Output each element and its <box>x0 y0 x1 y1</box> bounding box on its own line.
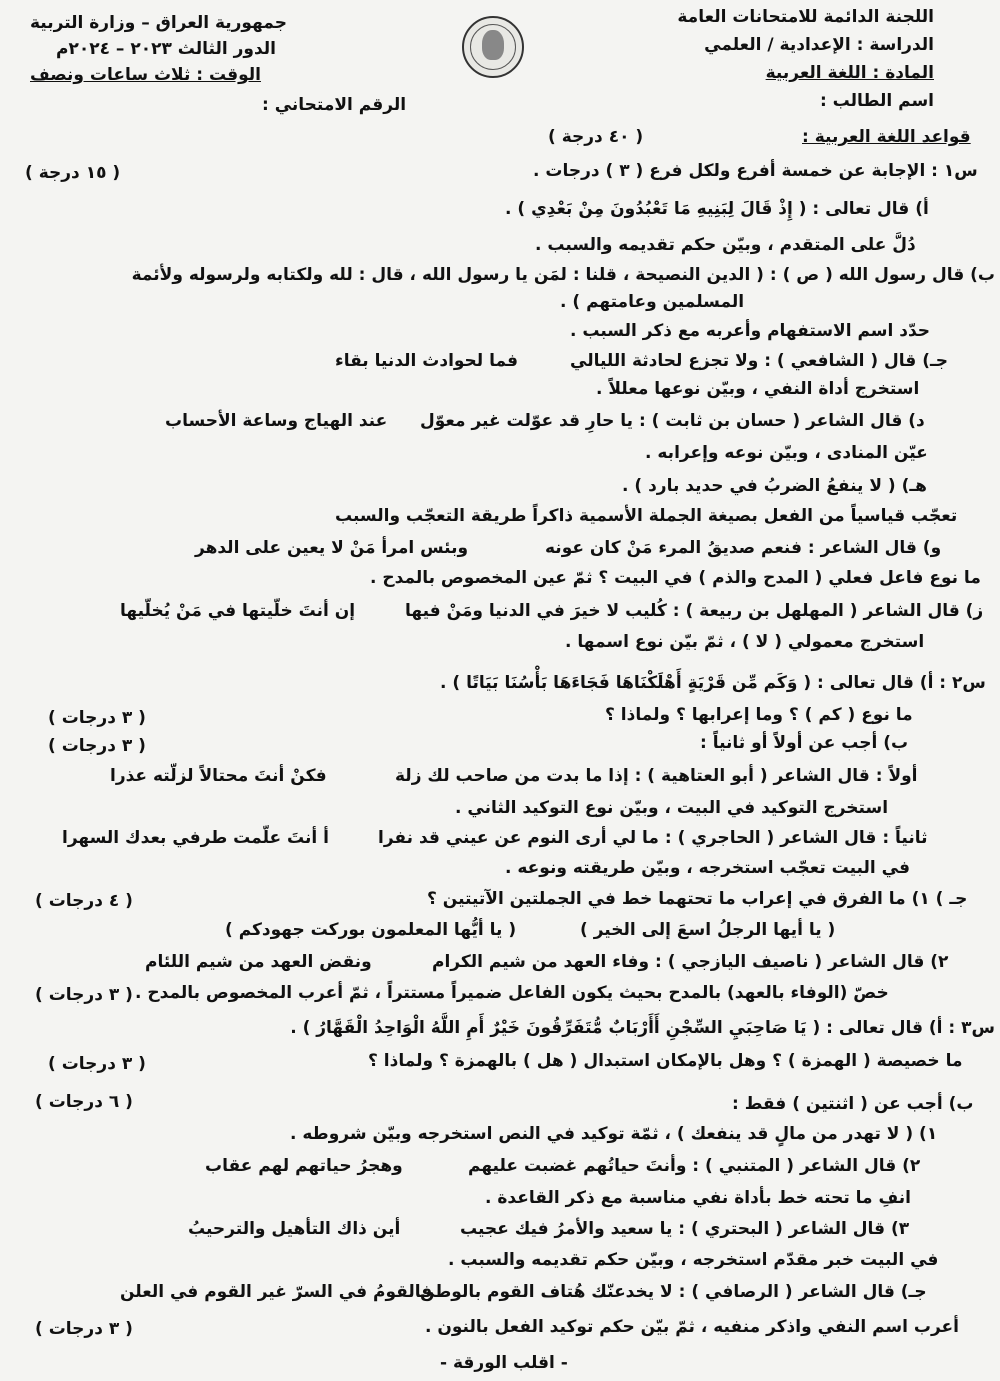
exam-line: ( ٣ درجات ) <box>35 1319 133 1339</box>
student-name-field: اسم الطالب : <box>819 91 934 111</box>
exam-line: المسلمين وعامتهم ) . <box>560 292 745 312</box>
exam-line: ثانياً : قال الشاعر ( الحاجري ) : ما لي أرى النوم عن عيني قد نفرا <box>378 828 928 848</box>
exam-line: و) قال الشاعر : فنعم صديقُ المرء مَنْ كان عونه <box>545 538 942 558</box>
exam-line: جـ) قال ( الشافعي ) : ولا تجزع لحادثة الليالي <box>570 351 949 371</box>
exam-line: استخرج معمولي ( لا ) ، ثمّ بيّن نوع اسمها . <box>565 632 925 652</box>
exam-line: - اقلب الورقة - <box>440 1353 568 1373</box>
republic-ministry-title: جمهورية العراق – وزارة التربية <box>30 13 287 33</box>
exam-line: ( ٣ درجات ) <box>48 708 146 728</box>
exam-line: استخرج أداة النفي ، وبيّن نوعها معللاً . <box>596 379 920 399</box>
exam-line: في البيت خبر مقدّم استخرجه ، وبيّن حكم تقديمه والسبب . <box>448 1250 939 1270</box>
exam-line: ب) أجب عن ( اثنتين ) فقط : <box>732 1094 974 1114</box>
exam-line: ( ٤٠ درجة ) <box>548 127 644 147</box>
exam-line: جـ ) ١) ما الفرق في إعراب ما تحتهما خط في الجملتين الآتيتين ؟ <box>427 889 968 909</box>
exam-line: فالقومُ في السرّ غير القوم في العلن <box>120 1282 433 1302</box>
ministry-seal-logo <box>462 16 524 78</box>
subject-field: المادة : اللغة العربية <box>765 63 934 83</box>
exam-line: ( ١٥ درجة ) <box>25 163 121 183</box>
exam-line: جـ) قال الشاعر ( الرصافي ) : لا يخدعنّك هُتاف القوم بالوطن <box>420 1282 927 1302</box>
exam-line: ٢) قال الشاعر ( ناصيف اليازجي ) : وفاء العهد من شيم الكرام <box>432 952 949 972</box>
exam-line: أعرب اسم النفي واذكر منفيه ، ثمّ بيّن حكم توكيد الفعل بالنون . <box>425 1317 959 1337</box>
exam-line: في البيت تعجّب استخرجه ، وبيّن طريقته ونوعه . <box>505 858 910 878</box>
exam-line: ١) ( لا تهدر من مالٍ قد ينفعك ) ، ثمّة توكيد في النص استخرجه وبيّن شروطه . <box>290 1124 938 1144</box>
study-field: الدراسة : الإعدادية / العلمي <box>704 35 934 55</box>
exam-line: عند الهياج وساعة الأحساب <box>165 411 388 431</box>
exam-line: حدّد اسم الاستفهام وأعربه مع ذكر السبب . <box>570 321 931 341</box>
exam-line: ( ٦ درجات ) <box>35 1092 133 1112</box>
exam-line: فما لحوادث الدنيا بقاء <box>335 351 519 371</box>
exam-line: دُلَّ على المتقدم ، وبيّن حكم تقديمه والسبب . <box>535 235 916 255</box>
exam-line: إن أنتَ خلّيتها في مَنْ يُخلّيها <box>120 601 356 621</box>
exam-line: فكنْ أنتَ محتالاً لزلّته عذرا <box>110 766 327 786</box>
exam-line: ما نوع ( كم ) ؟ وما إعرابها ؟ ولماذا ؟ <box>605 705 913 725</box>
exam-line: قواعد اللغة العربية : <box>802 127 971 147</box>
exam-line: ( يا أيُّها المعلمون بوركت جهودكم ) <box>225 920 517 940</box>
exam-line: ( ٤ درجات ) <box>35 891 133 911</box>
exam-line: ز) قال الشاعر ( المهلهل بن ربيعة ) : كُليب لا خيرَ في الدنيا ومَنْ فيها <box>405 601 984 621</box>
exam-duration: الوقت : ثلاث ساعات ونصف <box>30 65 261 85</box>
exam-line: أ أنتَ علّمت طرفي بعدك السهرا <box>62 828 330 848</box>
exam-line: ( ٣ درجات ) <box>35 985 133 1005</box>
exam-line: ٢) قال الشاعر ( المتنبي ) : وأنتَ حياتُهم غضبت عليهم <box>468 1156 921 1176</box>
exam-line: هـ) ( لا ينفعُ الضربُ في حديد بارد ) . <box>622 476 927 496</box>
exam-line: استخرج التوكيد في البيت ، وبيّن نوع التوكيد الثاني . <box>455 798 889 818</box>
exam-line: ٣) قال الشاعر ( البحتري ) : يا سعيد والأمرُ فيك عجيب <box>460 1219 910 1239</box>
committee-title: اللجنة الدائمة للامتحانات العامة <box>677 7 934 27</box>
exam-line: ب) أجب عن أولاً أو ثانياً : <box>700 733 909 753</box>
exam-line: وبئس امرأ مَنْ لا يعين على الدهر <box>195 538 469 558</box>
exam-line: ( ٣ درجات ) <box>48 1054 146 1074</box>
exam-line: ونقض العهد من شيم اللئام <box>145 952 372 972</box>
exam-line: انفِ ما تحته خط بأداة نفي مناسبة مع ذكر القاعدة . <box>485 1188 911 1208</box>
exam-line: تعجّب قياسياً من الفعل بصيغة الجملة الأسمية ذاكراً طريقة التعجّب والسبب <box>335 506 958 526</box>
exam-line: س١ : الإجابة عن خمسة أفرع ولكل فرع ( ٣ ) درجات . <box>533 161 978 181</box>
exam-line: د) قال الشاعر ( حسان بن ثابت ) : يا حارِ قد عوّلت غير معوّل <box>420 411 925 431</box>
exam-line: عيّن المنادى ، وبيّن نوعه وإعرابه . <box>645 443 928 463</box>
exam-line: ( ٣ درجات ) <box>48 736 146 756</box>
exam-session: الدور الثالث ٢٠٢٣ – ٢٠٢٤م <box>56 39 276 59</box>
exam-line: ( يا أيها الرجلُ اسعَ إلى الخير ) <box>580 920 836 940</box>
exam-line: أ) قال تعالى : ( إِذْ قَالَ لِبَنِيهِ مَا تَعْبُدُونَ مِنْ بَعْدِي ) . <box>505 199 929 219</box>
exam-number-field: الرقم الامتحاني : <box>262 95 407 115</box>
exam-line: خصّ (الوفاء بالعهد) بالمدح بحيث يكون الفاعل ضميراً مستتراً ، ثمّ أعرب المخصوص بالمدح . <box>135 983 889 1003</box>
exam-line: ما نوع فاعل فعلي ( المدح والذم ) في البيت ؟ ثمّ عين المخصوص بالمدح . <box>370 568 981 588</box>
exam-line: أين ذاك التأهيل والترحيبُ <box>188 1219 401 1239</box>
exam-line: ب) قال رسول الله ( ص ) : ( الدين النصيحة ، قلنا : لمَن يا رسول الله ، قال : لله ولكتابه ولرسوله ولأئمة <box>131 265 995 285</box>
exam-line: س٣ : أ) قال تعالى : ( يَا صَاحِبَيِ السِّجْنِ أَأَرْبَابٌ مُّتَفَرِّقُونَ خَيْرٌ أَمِ اللَّهُ الْوَاحِدُ الْقَهَّارُ ) . <box>290 1018 995 1038</box>
exam-line: أولاً : قال الشاعر ( أبو العتاهية ) : إذا ما بدت من صاحب لك زلة <box>395 766 918 786</box>
exam-line: وهجرُ حياتهم لهم عقاب <box>205 1156 403 1176</box>
exam-line: س٢ : أ) قال تعالى : ( وَكَم مِّن قَرْيَةٍ أَهْلَكْنَاهَا فَجَاءَهَا بَأْسُنَا بَيَاتًا ) . <box>440 673 986 693</box>
exam-line: ما خصيصة ( الهمزة ) ؟ وهل بالإمكان استبدال ( هل ) بالهمزة ؟ ولماذا ؟ <box>368 1051 963 1071</box>
